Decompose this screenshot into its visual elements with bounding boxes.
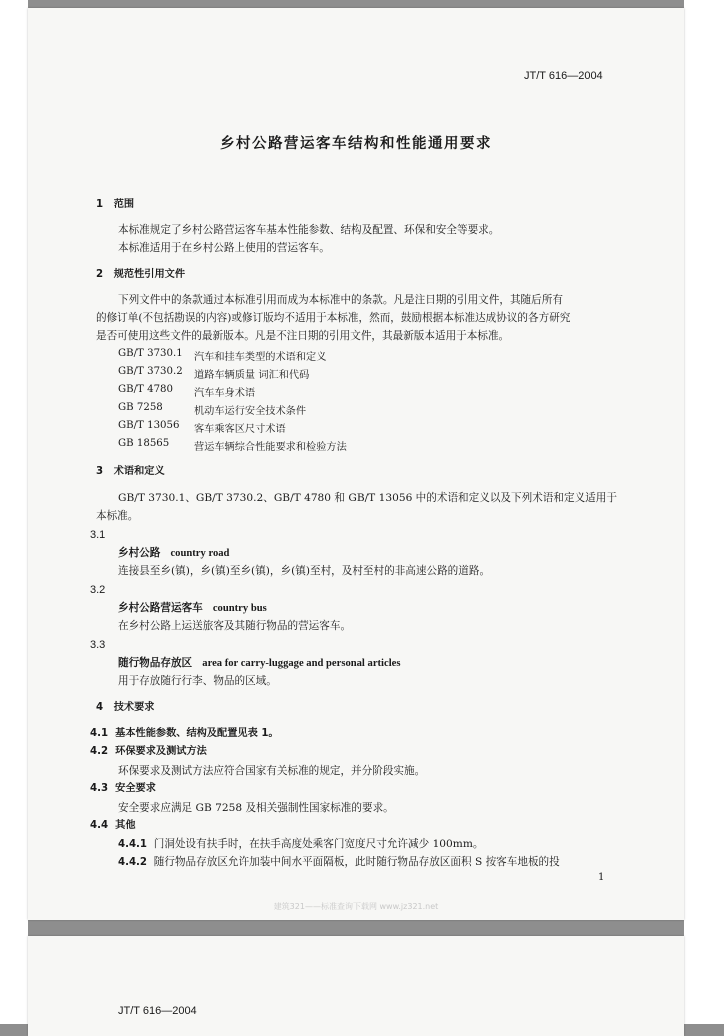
watermark: 建筑321——标准查询下载网 www.jz321.net	[273, 902, 439, 911]
term-heading: 乡村公路 country road	[118, 547, 230, 559]
ref-title: 汽车和挂车类型的术语和定义	[194, 352, 327, 363]
document-title: 乡村公路营运客车结构和性能通用要求	[220, 136, 492, 152]
section-2-line-1: 下列文件中的条款通过本标准引用而成为本标准中的条款。凡是注日期的引用文件，其随后所有	[118, 294, 563, 306]
clause-4-2-heading: 4.2 环保要求及测试方法	[90, 746, 207, 757]
section-3-line-1: GB/T 3730.1、GB/T 3730.2、GB/T 4780 和 GB/T 13056 中的术语和定义以及下列术语和定义适用于	[118, 492, 617, 504]
term-heading: 乡村公路营运客车 country bus	[118, 602, 267, 614]
viewer-margin-right	[684, 0, 724, 1024]
ref-title: 营运车辆综合性能要求和检验方法	[194, 442, 347, 453]
ref-title: 客车乘客区尺寸术语	[194, 424, 286, 435]
section-3-heading: 3 术语和定义	[96, 466, 165, 477]
section-4-heading: 4 技术要求	[96, 702, 155, 713]
page-number: 1	[598, 872, 605, 883]
clause-4-3-body: 安全要求应满足 GB 7258 及相关强制性国家标准的要求。	[118, 802, 394, 814]
section-1-line-1: 本标准规定了乡村公路营运客车基本性能参数、结构及配置、环保和安全等要求。	[118, 224, 500, 236]
section-2-line-2: 的修订单(不包括勘误的内容)或修订版均不适用于本标准，然而，鼓励根据本标准达成协议的各方研究	[96, 312, 571, 324]
ref-title: 机动车运行安全技术条件	[194, 406, 307, 417]
clause-4-4-2: 4.4.2 随行物品存放区允许加装中间水平面隔板，此时随行物品存放区面积 S 按客车地板的投	[118, 856, 560, 868]
viewer-margin-left	[0, 0, 28, 1024]
clause-4-3-heading: 4.3 安全要求	[90, 783, 156, 794]
ref-code: GB/T 3730.2	[118, 366, 183, 377]
section-3-line-2: 本标准。	[96, 510, 139, 522]
standard-code-header: JT/T 616—2004	[524, 70, 603, 82]
term-definition: 连接县至乡(镇)，乡(镇)至乡(镇)，乡(镇)至村，及村至村的非高速公路的道路。	[118, 565, 491, 577]
section-2-heading: 2 规范性引用文件	[96, 269, 186, 280]
document-page-1	[28, 8, 684, 920]
standard-code-header-page-2: JT/T 616—2004	[118, 1005, 197, 1017]
term-number: 3.1	[90, 529, 106, 541]
document-page-2	[28, 936, 684, 1036]
clause-4-4-1: 4.4.1 门洞处设有扶手时，在扶手高度处乘客门宽度尺寸允许减少 100mm。	[118, 838, 484, 850]
section-1-line-2: 本标准适用于在乡村公路上使用的营运客车。	[118, 242, 330, 254]
term-number: 3.2	[90, 584, 106, 596]
ref-code: GB/T 13056	[118, 420, 180, 431]
ref-title: 汽车车身术语	[194, 388, 256, 399]
section-1-heading: 1 范围	[96, 199, 135, 210]
term-definition: 在乡村公路上运送旅客及其随行物品的营运客车。	[118, 620, 352, 632]
ref-code: GB/T 4780	[118, 384, 174, 395]
ref-code: GB 7258	[118, 402, 163, 413]
ref-title: 道路车辆质量 词汇和代码	[194, 370, 310, 381]
clause-4-2-body: 环保要求及测试方法应符合国家有关标准的规定，并分阶段实施。	[118, 765, 426, 777]
term-heading: 随行物品存放区 area for carry-luggage and personal articles	[118, 657, 401, 669]
term-definition: 用于存放随行行李、物品的区域。	[118, 675, 277, 687]
section-2-line-3: 是否可使用这些文件的最新版本。凡是不注日期的引用文件，其最新版本适用于本标准。	[96, 330, 510, 342]
clause-4-4-heading: 4.4 其他	[90, 820, 136, 831]
clause-4-1: 4.1 基本性能参数、结构及配置见表 1。	[90, 728, 279, 739]
term-number: 3.3	[90, 639, 106, 651]
ref-code: GB/T 3730.1	[118, 348, 183, 359]
ref-code: GB 18565	[118, 438, 170, 449]
